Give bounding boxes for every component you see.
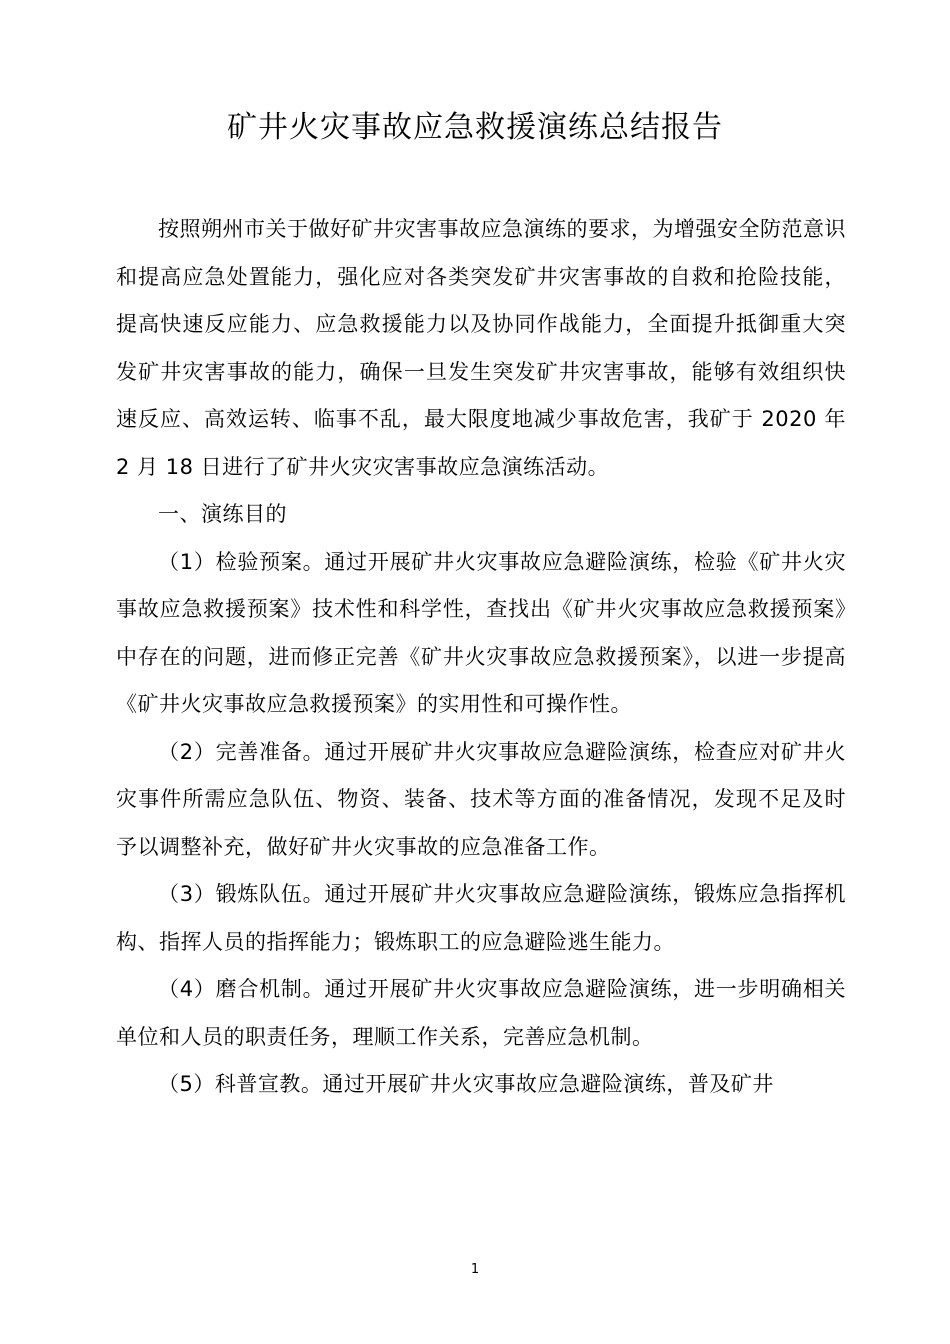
document-body: [116, 206, 846, 1109]
purpose-item-1: （1）检验预案。通过开展矿井火灾事故应急避险演练，检验《矿井火灾事故应急救援预案》技术性和科学性，查找出《矿井火灾事故应急救援预案》中存在的问题，进而修正完善《矿井火灾事故应急救援预案》，以进一步提高《矿井火灾事故应急救援预案》的实用性和可操作性。: [116, 549, 846, 716]
purpose-item-3: （3）锻炼队伍。通过开展矿井火灾事故应急避险演练，锻炼应急指挥机构、指挥人员的指挥能力；锻炼职工的应急避险逃生能力。: [116, 882, 846, 954]
intro-paragraph: 按照朔州市关于做好矿井灾害事故应急演练的要求，为增强安全防范意识和提高应急处置能力，强化应对各类突发矿井灾害事故的自救和抢险技能，提高快速反应能力、应急救援能力以及协同作战能力，全面提升抵御重大突发矿井灾害事故的能力，确保一旦发生突发矿井灾害事故，能够有效组织快速反应、高效运转、临事不乱，最大限度地减少事故危害，我矿于 2020 年 2 月 18 日进行了矿井火灾灾害事故应急演练活动。: [116, 217, 846, 479]
purpose-item-2: （2）完善准备。通过开展矿井火灾事故应急避险演练，检查应对矿井火灾事件所需应急队伍、物资、装备、技术等方面的准备情况，发现不足及时予以调整补充，做好矿井火灾事故的应急准备工作。: [116, 739, 846, 859]
document-title: 矿井火灾事故应急救援演练总结报告: [227, 110, 723, 145]
section-heading-purpose: 一、演练目的: [158, 502, 287, 526]
purpose-item-4: （4）磨合机制。通过开展矿井火灾事故应急避险演练，进一步明确相关单位和人员的职责任务，理顺工作关系，完善应急机制。: [116, 977, 846, 1049]
page-number: 1: [470, 1262, 480, 1277]
purpose-item-5: （5）科普宣教。通过开展矿井火灾事故应急避险演练，普及矿井: [158, 1072, 774, 1096]
